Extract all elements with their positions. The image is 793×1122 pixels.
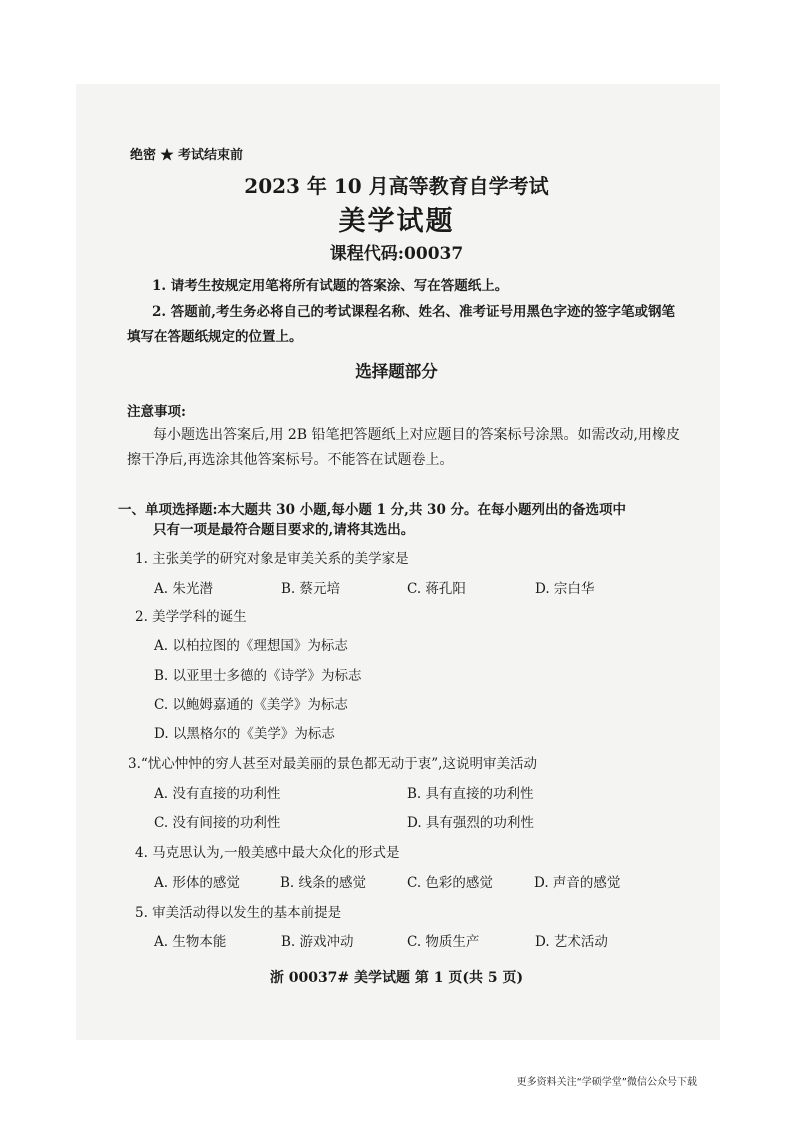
option-b: B. 以亚里士多德的《诗学》为标志 bbox=[154, 668, 362, 684]
confidential-label: 绝密 ★ 考试结束前 bbox=[130, 148, 244, 163]
option-c: C. 以鲍姆嘉通的《美学》为标志 bbox=[154, 697, 348, 713]
option-d: D. 声音的感觉 bbox=[534, 875, 621, 891]
option-d: D. 宗白华 bbox=[535, 581, 595, 597]
option-a: A. 生物本能 bbox=[154, 934, 227, 950]
option-d: D. 具有强烈的功利性 bbox=[407, 815, 534, 831]
option-a: A. 以柏拉图的《理想国》为标志 bbox=[154, 638, 348, 654]
download-note: 更多资料关注“学硕学堂”微信公众号下载 bbox=[516, 1077, 697, 1088]
course-code: 课程代码:00037 bbox=[329, 244, 464, 264]
option-c: C. 蒋孔阳 bbox=[407, 581, 466, 597]
option-a: A. 朱光潜 bbox=[154, 581, 213, 597]
option-d: D. 以黑格尔的《美学》为标志 bbox=[154, 726, 335, 742]
option-b: B. 具有直接的功利性 bbox=[407, 786, 534, 802]
part-heading: 一、单项选择题:本大题共 30 小题,每小题 1 分,共 30 分。在每小题列出的备选项中 bbox=[118, 502, 627, 518]
instruction-line: 1. 请考生按规定用笔将所有试题的答案涂、写在答题纸上。 bbox=[152, 278, 509, 294]
page-footer: 浙 00037# 美学试题 第 1 页(共 5 页) bbox=[269, 970, 524, 986]
question-stem: 5. 审美活动得以发生的基本前提是 bbox=[135, 905, 342, 921]
option-a: A. 形体的感觉 bbox=[154, 875, 240, 891]
attention-line: 擦干净后,再选涂其他答案标号。不能答在试题卷上。 bbox=[127, 452, 454, 468]
option-b: B. 蔡元培 bbox=[281, 581, 341, 597]
option-c: C. 物质生产 bbox=[407, 934, 480, 950]
question-stem: 3.“忧心忡忡的穷人甚至对最美丽的景色都无动于衷”,这说明审美活动 bbox=[128, 756, 537, 772]
option-b: B. 游戏冲动 bbox=[281, 934, 354, 950]
question-stem: 4. 马克思认为,一般美感中最大众化的形式是 bbox=[135, 845, 400, 861]
section-title: 选择题部分 bbox=[355, 362, 438, 381]
subject-title: 美学试题 bbox=[338, 206, 455, 237]
instruction-line: 填写在答题纸规定的位置上。 bbox=[127, 329, 303, 345]
attention-line: 每小题选出答案后,用 2B 铅笔把答题纸上对应题目的答案标号涂黑。如需改动,用橡皮 bbox=[153, 427, 680, 443]
option-c: C. 色彩的感觉 bbox=[407, 875, 493, 891]
question-stem: 1. 主张美学的研究对象是审美关系的美学家是 bbox=[135, 551, 409, 567]
exam-title: 2023 年 10 月高等教育自学考试 bbox=[244, 174, 549, 198]
option-a: A. 没有直接的功利性 bbox=[154, 786, 281, 802]
part-heading: 只有一项是最符合题目要求的,请将其选出。 bbox=[153, 522, 415, 538]
option-c: C. 没有间接的功利性 bbox=[154, 815, 281, 831]
option-b: B. 线条的感觉 bbox=[280, 875, 367, 891]
attention-heading: 注意事项: bbox=[127, 404, 186, 420]
question-stem: 2. 美学学科的诞生 bbox=[135, 609, 247, 625]
instruction-line: 2. 答题前,考生务必将自己的考试课程名称、姓名、准考证号用黑色字迹的签字笔或钢笔 bbox=[152, 304, 675, 320]
option-d: D. 艺术活动 bbox=[535, 934, 608, 950]
